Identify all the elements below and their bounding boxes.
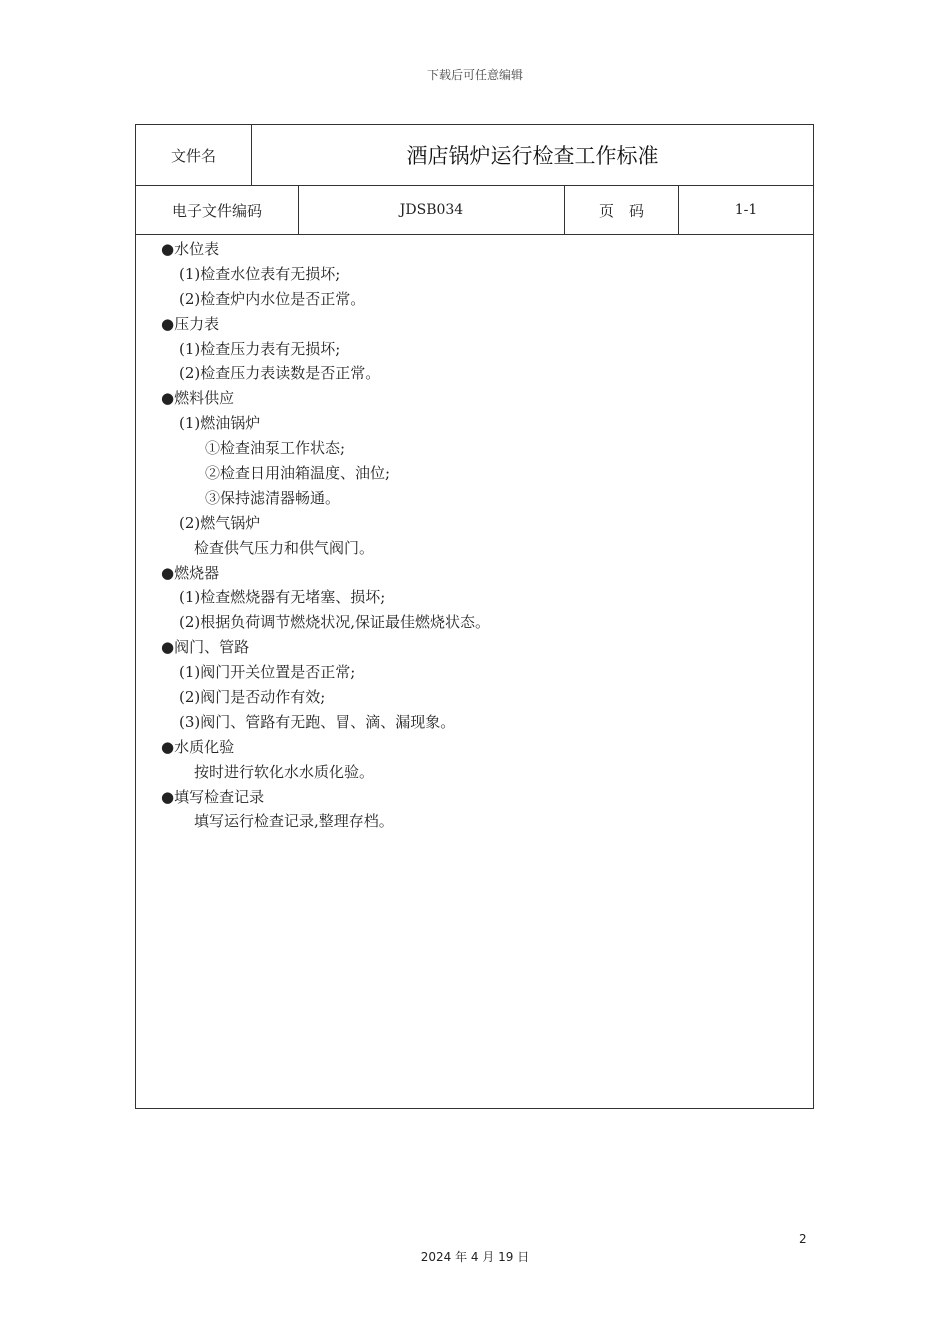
list-item: ③保持滤清器畅通。 <box>205 488 341 507</box>
section-heading: ●阀门、管路 <box>161 638 250 657</box>
list-item: (3)阀门、管路有无跑、冒、滴、漏现象。 <box>179 712 456 731</box>
file-name-label: 文件名 <box>136 125 252 185</box>
list-item: (2)燃气锅炉 <box>179 513 261 532</box>
document-title: 酒店锅炉运行检查工作标准 <box>406 144 659 168</box>
list-item: 按时进行软化水水质化验。 <box>194 762 375 781</box>
meta-row <box>136 186 813 235</box>
list-item: (2)检查炉内水位是否正常。 <box>179 289 366 308</box>
section-heading: ●燃料供应 <box>161 389 235 408</box>
list-item: (2)检查压力表读数是否正常。 <box>179 364 381 383</box>
page-label: 页 码 <box>565 186 679 234</box>
content-body <box>161 237 801 834</box>
page-value: 1-1 <box>734 202 758 218</box>
list-item: (2)阀门是否动作有效; <box>179 688 326 707</box>
file-code-label: 电子文件编码 <box>136 186 299 234</box>
section-heading: ●水质化验 <box>161 737 235 756</box>
list-item: (1)燃油锅炉 <box>179 414 261 433</box>
list-item: 填写运行检查记录,整理存档。 <box>194 812 394 831</box>
list-item: ②检查日用油箱温度、油位; <box>205 464 391 483</box>
file-code-value: JDSB034 <box>299 186 565 234</box>
list-item: (1)检查燃烧器有无堵塞、损坏; <box>179 588 386 607</box>
document-table <box>135 124 814 1109</box>
footer-date: 2024 年 4 月 19 日 <box>420 1250 530 1264</box>
list-item: 检查供气压力和供气阀门。 <box>194 538 375 557</box>
section-heading: ●水位表 <box>161 240 220 258</box>
page-number: 2 <box>799 1232 807 1246</box>
section-heading: ●燃烧器 <box>161 563 220 582</box>
list-item: (1)检查压力表有无损坏; <box>179 339 341 358</box>
list-item: (1)检查水位表有无损坏; <box>179 264 341 283</box>
title-row <box>136 125 813 186</box>
section-heading: ●压力表 <box>161 314 220 333</box>
header-note: 下载后可任意编辑 <box>426 68 523 82</box>
section-heading: ●填写检查记录 <box>161 787 265 806</box>
list-item: (2)根据负荷调节燃烧状况,保证最佳燃烧状态。 <box>179 613 491 632</box>
list-item: ①检查油泵工作状态; <box>205 439 346 458</box>
list-item: (1)阀门开关位置是否正常; <box>179 663 356 682</box>
